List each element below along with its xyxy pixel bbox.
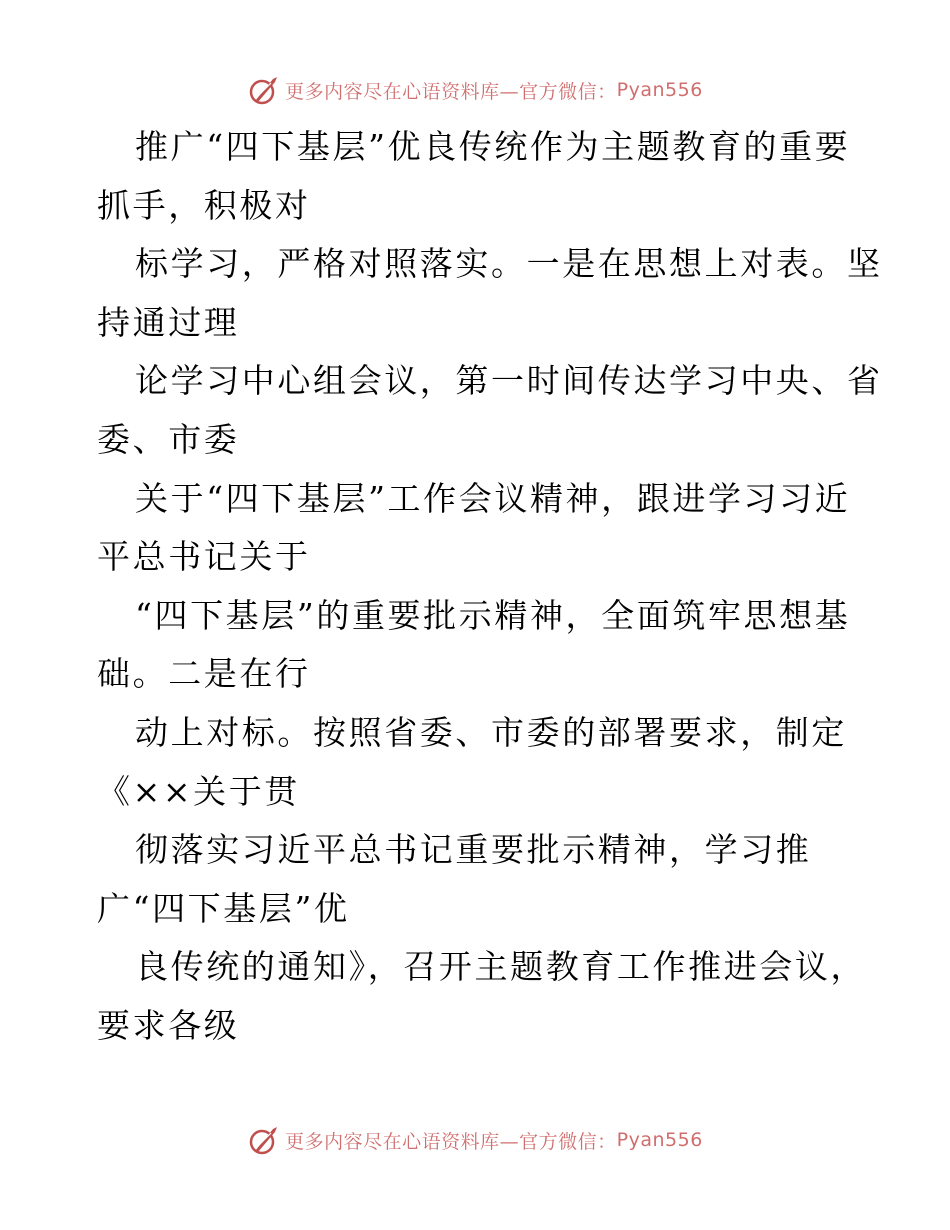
paragraph-line: 论学习中心组会议，第一时间传达学习中央、省 [135, 361, 883, 401]
quill-pen-logo-icon [247, 1123, 281, 1157]
paragraph-line: 抓手，积极对 [97, 185, 311, 225]
paragraph-line: 关于“四下基层”工作会议精神，跟进学习习近 [135, 478, 851, 518]
watermark-wechat-id: Pyan556 [616, 79, 703, 101]
paragraph-line: 委、市委 [97, 419, 240, 459]
paragraph-line: 广“四下基层”优 [97, 888, 350, 928]
watermark-text: 更多内容尽在心语资料库—官方微信： [285, 1130, 617, 1153]
paragraph-line: 要求各级 [97, 1005, 240, 1045]
paragraph-line: 础。二是在行 [97, 654, 311, 694]
paragraph-line: 动上对标。按照省委、市委的部署要求，制定 [135, 712, 847, 752]
paragraph-line: 良传统的通知》，召开主题教育工作推进会议， [135, 947, 867, 987]
watermark-wechat-id: Pyan556 [616, 1129, 703, 1151]
paragraph-line: 平总书记关于 [97, 537, 311, 577]
paragraph-line: 推广“四下基层”优良传统作为主题教育的重要 [135, 127, 851, 166]
header-watermark [0, 70, 950, 110]
document-body [97, 118, 883, 1056]
footer-watermark [0, 1120, 950, 1160]
paragraph-line: 彻落实习近平总书记重要批示精神，学习推 [135, 830, 812, 870]
paragraph-line: 《××关于贯 [97, 771, 300, 811]
paragraph-line: “四下基层”的重要批示精神，全面筑牢思想基 [135, 595, 851, 635]
quill-pen-logo-icon [247, 73, 281, 107]
paragraph-line: 标学习，严格对照落实。一是在思想上对表。坚 [135, 244, 883, 284]
paragraph-line: 持通过理 [97, 302, 240, 342]
watermark-text: 更多内容尽在心语资料库—官方微信： [285, 80, 617, 103]
